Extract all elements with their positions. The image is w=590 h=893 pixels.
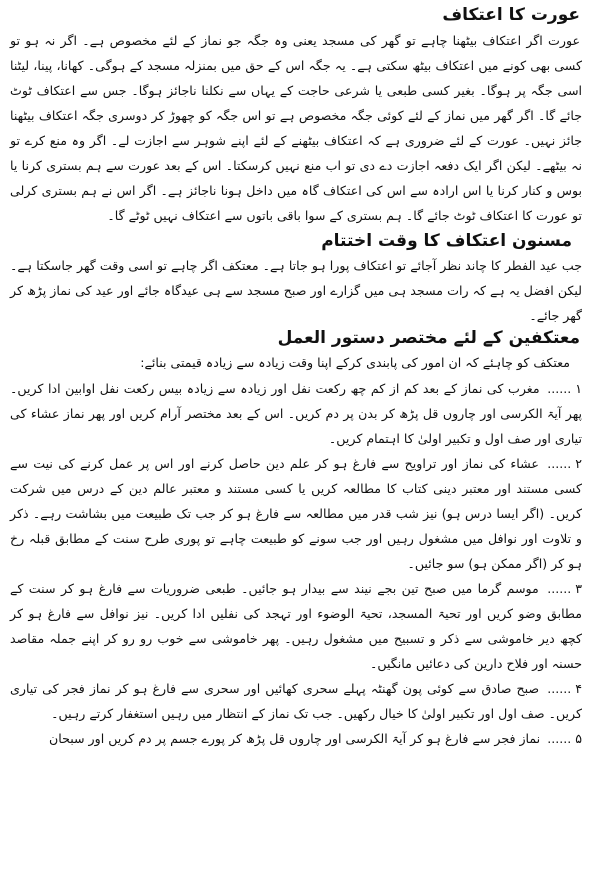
list-item <box>10 376 582 451</box>
item-number: ۴ <box>575 680 582 696</box>
item-dots: ...... <box>547 455 572 471</box>
item-number: ۲ <box>575 455 582 471</box>
item-number: ۳ <box>575 580 582 596</box>
section-daily-routine <box>10 329 582 751</box>
section-itikaf-end-time <box>10 232 582 329</box>
section-women-itikaf <box>10 6 582 228</box>
item-text: صبح صادق سے کوئی پون گھنٹہ پہلے سحری کھائیں اور سحری سے فارغ ہو کر نماز فجر کی تیاری کریں۔ صف اول اور تکبیر اولیٰ کا خیال رکھیں۔ جب تک نماز کے انتظار میں رہیں استغفار کرتے رہیں۔ <box>10 680 582 721</box>
item-dots: ...... <box>547 730 572 746</box>
list-item <box>10 676 582 726</box>
item-dots: ...... <box>547 580 572 596</box>
item-text: موسم گرما میں صبح تین بجے نیند سے بیدار ہو جائیں۔ طبعی ضروریات سے فارغ ہو کر سنت کے مطابق وضو کریں اور تحیۃ المسجد، تحیۃ الوضوء اور تہجد کی نفلیں ادا کریں۔ نیز نوافل سے فارغ ہو کر کچھ دیر خاموشی سے ذکر و تسبیح میں مشغول رہیں۔ پھر خاموشی سے خوب رو رو کر اپنے جملہ مقاصد حسنہ اور فلاح دارین کی دعائیں مانگیں۔ <box>10 580 582 671</box>
list-item <box>10 451 582 576</box>
item-number: ۱ <box>575 380 582 396</box>
item-dots: ...... <box>547 380 572 396</box>
routine-list <box>10 376 582 751</box>
item-text: نماز فجر سے فارغ ہو کر آیۃ الکرسی اور چاروں قل پڑھ کر پورے جسم پر دم کریں اور سبحان <box>48 730 541 746</box>
item-number: ۵ <box>575 730 582 746</box>
item-text: عشاء کی نماز اور تراویح سے فارغ ہو کر علم دین حاصل کرنے اور اس پر عمل کرنے کی نیت سے کسی مستند اور معتبر دینی کتاب کا مطالعہ کریں یا کسی مستند و معتبر عالم دین کے درس میں شرکت کریں۔ (اگر ایسا درس ہو) نیز شب قدر میں مطالعہ سے فارغ ہو کر جب تک طبیعت میں بشاشت رہے۔ ذکر و تلاوت اور نوافل میں مشغول رہیں اور جب سونے کو طبیعت چاہے تو پوری طرح سنت کے مطابق قبلہ رخ ہو کر (اگر ممکن ہو) سو جائیں۔ <box>10 455 582 571</box>
section-intro: معتکف کو چاہئے کہ ان امور کی پابندی کرکے اپنا وقت زیادہ سے زیادہ قیمتی بنائے: <box>140 354 570 370</box>
section-heading: معتکفین کے لئے مختصر دستور العمل <box>277 328 580 349</box>
section-paragraph: عورت اگر اعتکاف بیٹھنا چاہے تو گھر کی مسجد یعنی وہ جگہ جو نماز کے لئے مخصوص ہے۔ اگر نہ ہو تو کسی بھی کونے میں اعتکاف بیٹھ سکتی ہے۔ یہ جگہ اس کے حق میں بمنزلہ مسجد کے ہوگی۔ کھانا، پینا، لیٹنا اسی جگہ پر ہوگا۔ بغیر کسی طبعی یا شرعی حاجت کے یہاں سے نکلنا ناجائز ہوگا۔ جس سے اعتکاف ٹوٹ جائے گا۔ اگر گھر میں نماز کے لئے کوئی جگہ مخصوص ہے تو اس جگہ کو چھوڑ کر دوسری جگہ اعتکاف بیٹھنا جائز نہیں۔ عورت کے لئے ضروری ہے کہ اعتکاف بیٹھنے کے لئے اپنے شوہر سے اجازت لے۔ اگر وہ منع کرے تو نہ بیٹھے۔ لیکن اگر ایک دفعہ اجازت دے دی تو اب منع نہیں کرسکتا۔ اس کے بعد عورت سے ہم بستری کرنا یا بوس و کنار کرنا یا اس ارادہ سے اس کی اعتکاف گاہ میں داخل ہونا ناجائز ہے۔ اگر اس نے ہم بستری کرلی تو عورت کا اعتکاف ٹوٹ جائے گا۔ ہم بستری کے سوا باقی باتوں سے اعتکاف نہیں ٹوٹے گا۔ <box>10 32 582 223</box>
section-heading: مسنون اعتکاف کا وقت اختتام <box>321 230 572 251</box>
section-paragraph: جب عید الفطر کا چاند نظر آجائے تو اعتکاف پورا ہو جاتا ہے۔ معتکف اگر چاہے تو اسی وقت گھر جاسکتا ہے۔ لیکن افضل یہ ہے کہ رات مسجد ہی میں گزارے اور صبح مسجد سے ہی عیدگاہ جائے اور عید کی نماز پڑھ کر گھر جائے۔ <box>10 258 582 324</box>
item-text: مغرب کی نماز کے بعد کم از کم چھ رکعت نفل اور زیادہ سے زیادہ بیس رکعت نفل اوابین ادا کریں۔ پھر آیۃ الکرسی اور چاروں قل پڑھ کر بدن پر دم کریں۔ اس کے بعد مختصر آرام کریں اور پھر نماز عشاء کی تیاری اور صف اول و تکبیر اولیٰ کا اہتمام کریں۔ <box>10 380 582 446</box>
item-dots: ...... <box>547 680 572 696</box>
section-heading: عورت کا اعتکاف <box>442 5 580 25</box>
list-item <box>10 576 582 676</box>
list-item <box>10 726 582 751</box>
